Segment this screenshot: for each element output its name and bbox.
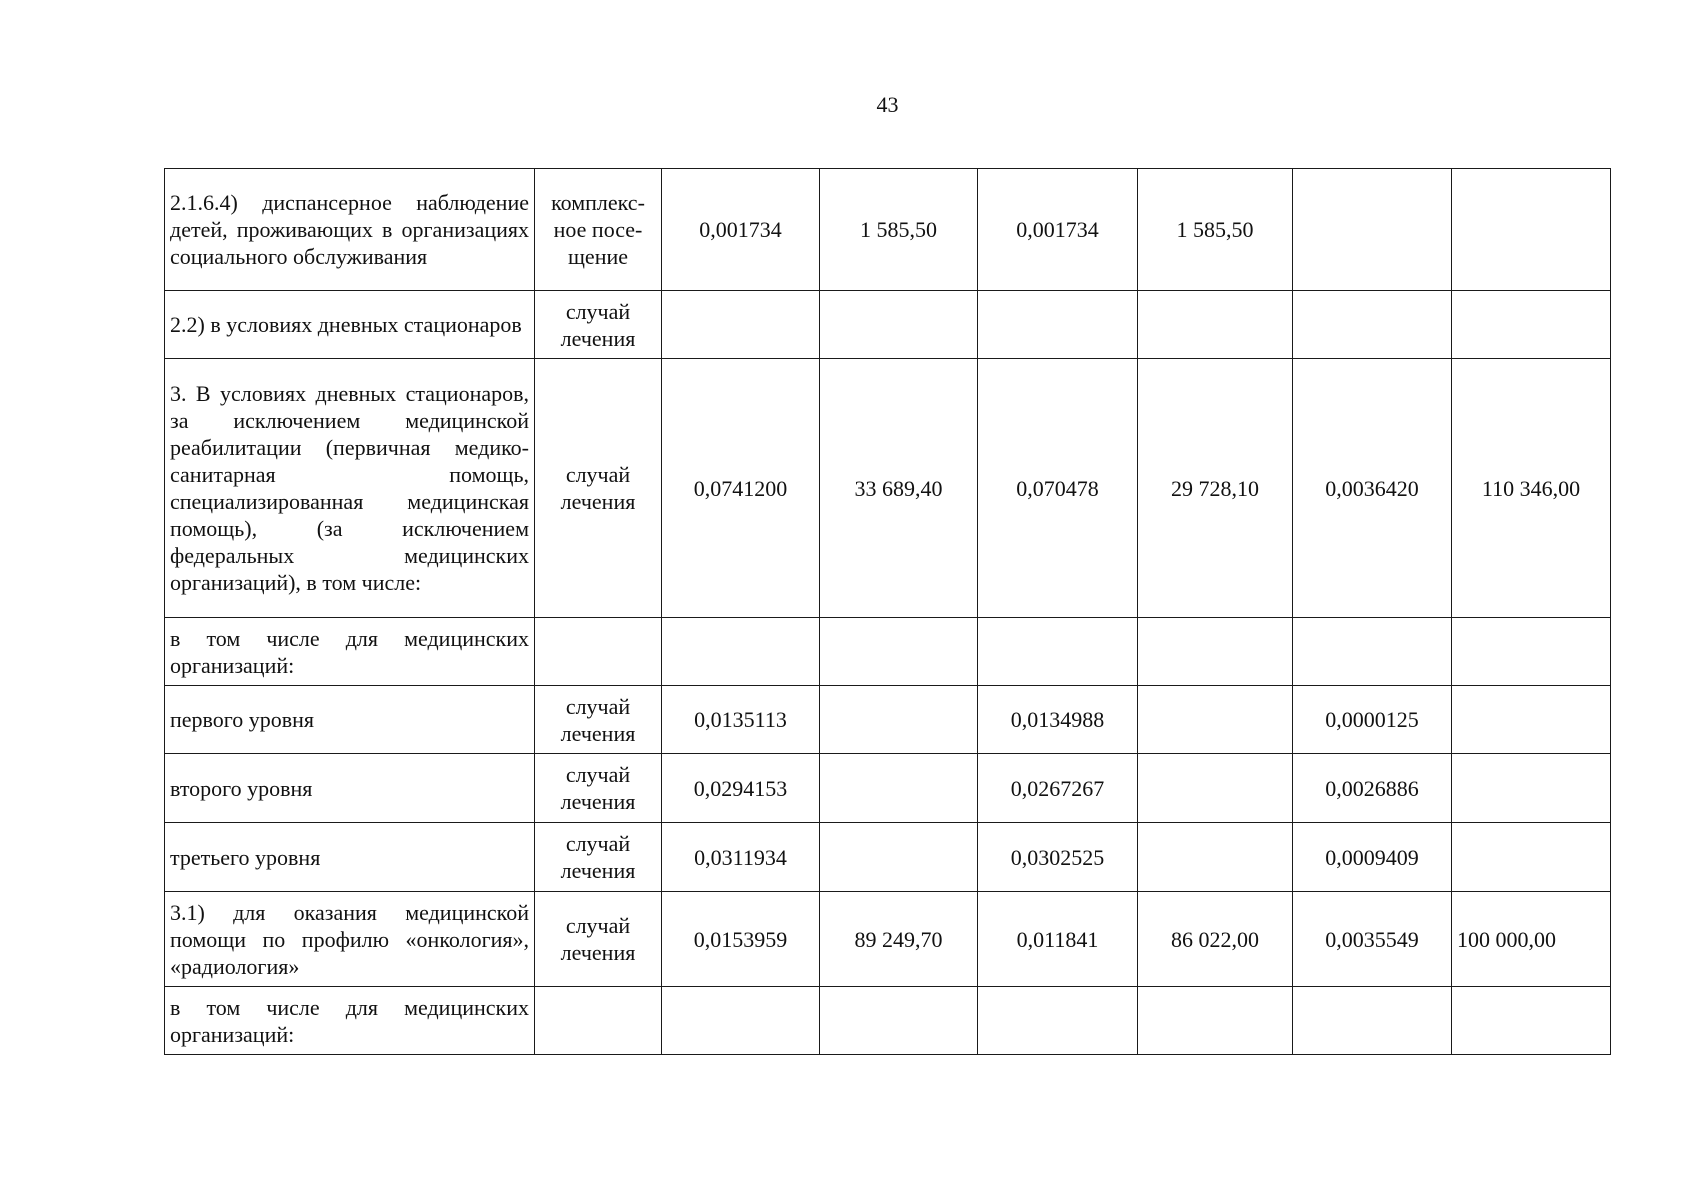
row-value: 0,0036420 — [1293, 359, 1452, 618]
row-value — [1138, 618, 1293, 686]
row-value: 1 585,50 — [820, 169, 978, 291]
row-value — [662, 618, 820, 686]
table-row — [165, 359, 1611, 618]
row-value — [1452, 987, 1611, 1055]
row-value — [1452, 291, 1611, 359]
row-value: 0,001734 — [662, 169, 820, 291]
row-name: второго уровня — [165, 754, 535, 823]
row-unit: случай лечения — [535, 754, 662, 823]
row-value — [978, 987, 1138, 1055]
row-value — [1293, 169, 1452, 291]
row-value — [1452, 618, 1611, 686]
row-value — [1293, 987, 1452, 1055]
row-value — [1138, 987, 1293, 1055]
row-value: 0,0294153 — [662, 754, 820, 823]
row-value: 0,0035549 — [1293, 892, 1452, 987]
row-value — [1452, 169, 1611, 291]
row-value — [820, 291, 978, 359]
table-row — [165, 987, 1611, 1055]
row-value — [820, 754, 978, 823]
row-value: 0,0134988 — [978, 686, 1138, 754]
row-value — [820, 618, 978, 686]
row-value — [820, 686, 978, 754]
row-name: 3. В условиях дневных стационаров, за исключением медицинской реабилитации (первичная медико-санитарная помощь, специализированная медицинская помощь), (за исключением федеральных медицинских организаций), в том числе: — [165, 359, 535, 618]
row-unit: случай лечения — [535, 359, 662, 618]
row-name: 2.1.6.4) диспансерное наблюдение детей, проживающих в организациях социального обслуживания — [165, 169, 535, 291]
row-name: 3.1) для оказания медицинской помощи по профилю «онкология», «радиология» — [165, 892, 535, 987]
row-value: 89 249,70 — [820, 892, 978, 987]
data-table — [164, 168, 1611, 1055]
table-row — [165, 686, 1611, 754]
row-value — [820, 987, 978, 1055]
row-value: 110 346,00 — [1452, 359, 1611, 618]
row-value — [662, 987, 820, 1055]
row-value — [1138, 754, 1293, 823]
row-value — [662, 291, 820, 359]
row-value: 0,0153959 — [662, 892, 820, 987]
row-value: 1 585,50 — [1138, 169, 1293, 291]
row-name: 2.2) в условиях дневных стационаров — [165, 291, 535, 359]
row-value — [1138, 686, 1293, 754]
row-value: 100 000,00 — [1452, 892, 1611, 987]
row-value — [978, 618, 1138, 686]
row-unit: случай лечения — [535, 823, 662, 892]
table-row — [165, 618, 1611, 686]
row-value — [1293, 618, 1452, 686]
table-row — [165, 892, 1611, 987]
row-name: в том числе для медицинских организаций: — [165, 987, 535, 1055]
row-unit: случай лечения — [535, 291, 662, 359]
row-value — [820, 823, 978, 892]
row-value: 0,0009409 — [1293, 823, 1452, 892]
row-value: 0,0267267 — [978, 754, 1138, 823]
row-value — [1138, 291, 1293, 359]
row-name: в том числе для медицинских организаций: — [165, 618, 535, 686]
row-value — [1452, 823, 1611, 892]
row-value: 0,0741200 — [662, 359, 820, 618]
row-value: 0,0000125 — [1293, 686, 1452, 754]
row-unit: комплекс-ное посе-щение — [535, 169, 662, 291]
row-value: 33 689,40 — [820, 359, 978, 618]
row-value — [1293, 291, 1452, 359]
row-name: третьего уровня — [165, 823, 535, 892]
row-unit: случай лечения — [535, 892, 662, 987]
row-value: 0,0302525 — [978, 823, 1138, 892]
table-row — [165, 169, 1611, 291]
row-unit — [535, 987, 662, 1055]
row-value: 29 728,10 — [1138, 359, 1293, 618]
row-value — [1452, 686, 1611, 754]
table-row — [165, 291, 1611, 359]
row-value: 0,011841 — [978, 892, 1138, 987]
page-number: 43 — [876, 92, 899, 117]
row-value: 0,0135113 — [662, 686, 820, 754]
row-value: 86 022,00 — [1138, 892, 1293, 987]
row-value: 0,001734 — [978, 169, 1138, 291]
row-value — [1138, 823, 1293, 892]
table-row — [165, 823, 1611, 892]
row-name: первого уровня — [165, 686, 535, 754]
row-value: 0,0311934 — [662, 823, 820, 892]
row-value — [978, 291, 1138, 359]
row-value: 0,0026886 — [1293, 754, 1452, 823]
row-unit — [535, 618, 662, 686]
row-value — [1452, 754, 1611, 823]
row-unit: случай лечения — [535, 686, 662, 754]
table-row — [165, 754, 1611, 823]
row-value: 0,070478 — [978, 359, 1138, 618]
